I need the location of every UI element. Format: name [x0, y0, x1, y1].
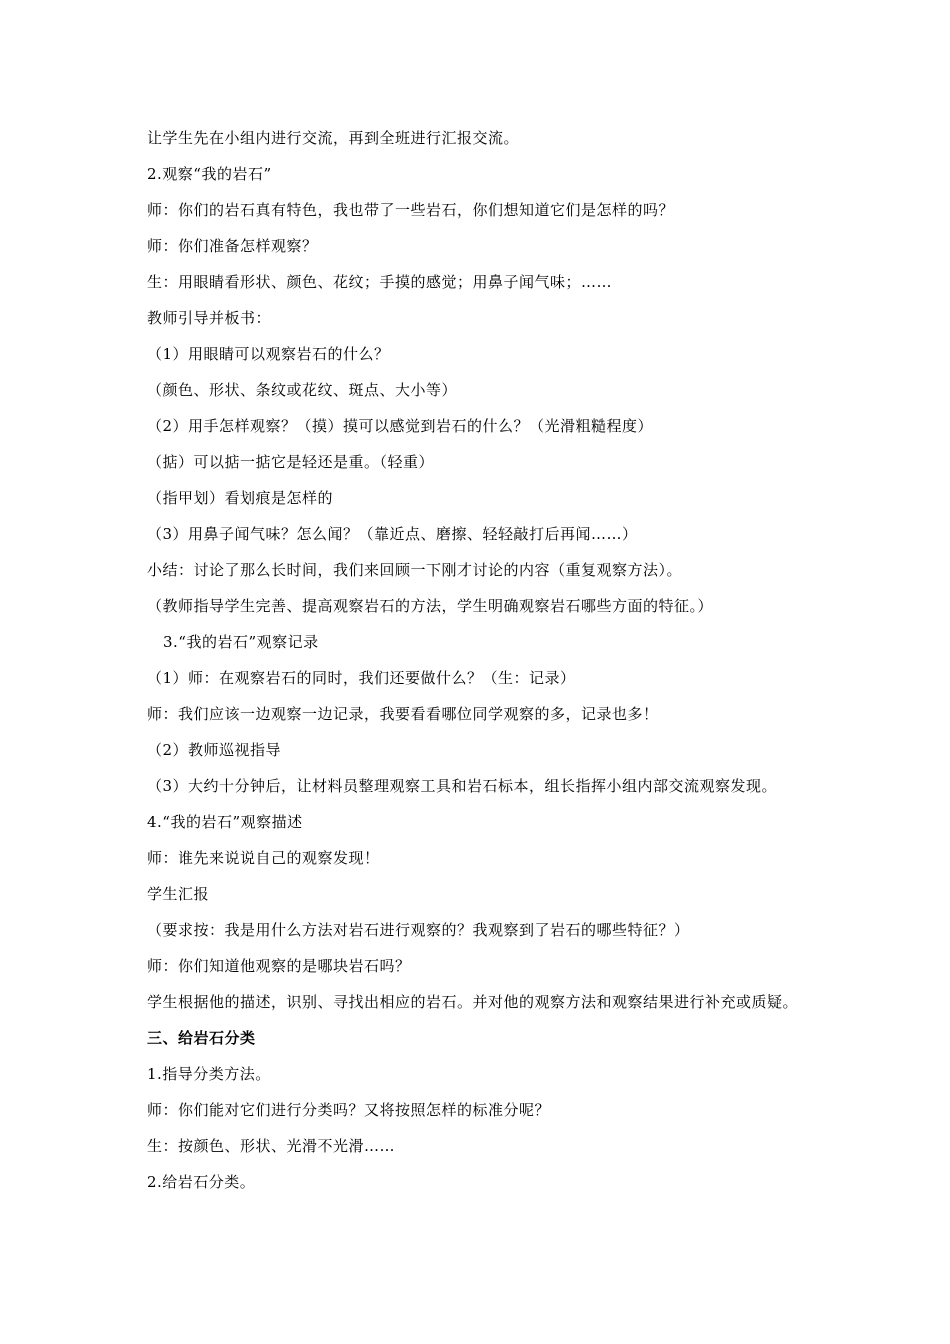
paragraph-line: 师：你们准备怎样观察？: [147, 237, 318, 255]
paragraph-line: 教师引导并板书：: [147, 309, 272, 327]
paragraph-line: （教师指导学生完善、提高观察岩石的方法，学生明确观察岩石哪些方面的特征。）: [147, 597, 714, 615]
section-heading: 1.指导分类方法。: [147, 1065, 271, 1083]
paragraph-line: 师：我们应该一边观察一边记录，我要看看哪位同学观察的多，记录也多！: [147, 705, 659, 723]
paragraph-line: 生：用眼睛看形状、颜色、花纹；手摸的感觉；用鼻子闻气味；……: [147, 273, 613, 291]
paragraph-line: （2）教师巡视指导: [147, 741, 282, 759]
paragraph-line: 学生汇报: [147, 885, 210, 903]
chapter-heading: 三、给岩石分类: [147, 1029, 256, 1047]
section-heading: 2.给岩石分类。: [147, 1173, 256, 1191]
paragraph-line: 学生根据他的描述，识别、寻找出相应的岩石。并对他的观察方法和观察结果进行补充或质疑。: [147, 993, 799, 1011]
section-heading: 3.“我的岩石”观察记录: [163, 633, 319, 651]
paragraph-line: （指甲划）看划痕是怎样的: [147, 489, 334, 507]
paragraph-line: （3）大约十分钟后，让材料员整理观察工具和岩石标本，组长指挥小组内部交流观察发现。: [147, 777, 778, 795]
paragraph-line: 师：你们的岩石真有特色，我也带了一些岩石，你们想知道它们是怎样的吗？: [147, 201, 675, 219]
paragraph-line: 师：谁先来说说自己的观察发现！: [147, 849, 380, 867]
section-heading: 2.观察“我的岩石”: [147, 165, 272, 183]
paragraph-line: （要求按：我是用什么方法对岩石进行观察的？我观察到了岩石的哪些特征？）: [147, 921, 690, 939]
paragraph-line: 小结：讨论了那么长时间，我们来回顾一下刚才讨论的内容（重复观察方法）。: [147, 561, 683, 579]
paragraph-line: （颜色、形状、条纹或花纹、斑点、大小等）: [147, 381, 458, 399]
paragraph-line: 生：按颜色、形状、光滑不光滑……: [147, 1137, 396, 1155]
paragraph-line: （1）师：在观察岩石的同时，我们还要做什么？（生：记录）: [147, 669, 576, 687]
paragraph-line: （1）用眼睛可以观察岩石的什么？: [147, 345, 390, 363]
paragraph-line: 师：你们知道他观察的是哪块岩石吗？: [147, 957, 411, 975]
paragraph-line: 让学生先在小组内进行交流，再到全班进行汇报交流。: [147, 129, 520, 147]
paragraph-line: （3）用鼻子闻气味？怎么闻？（靠近点、磨擦、轻轻敲打后再闻……）: [147, 525, 638, 543]
paragraph-line: （掂）可以掂一掂它是轻还是重。（轻重）: [147, 453, 435, 471]
paragraph-line: （2）用手怎样观察？（摸）摸可以感觉到岩石的什么？（光滑粗糙程度）: [147, 417, 654, 435]
section-heading: 4.“我的岩石”观察描述: [147, 813, 303, 831]
paragraph-line: 师：你们能对它们进行分类吗？又将按照怎样的标准分呢？: [147, 1101, 551, 1119]
